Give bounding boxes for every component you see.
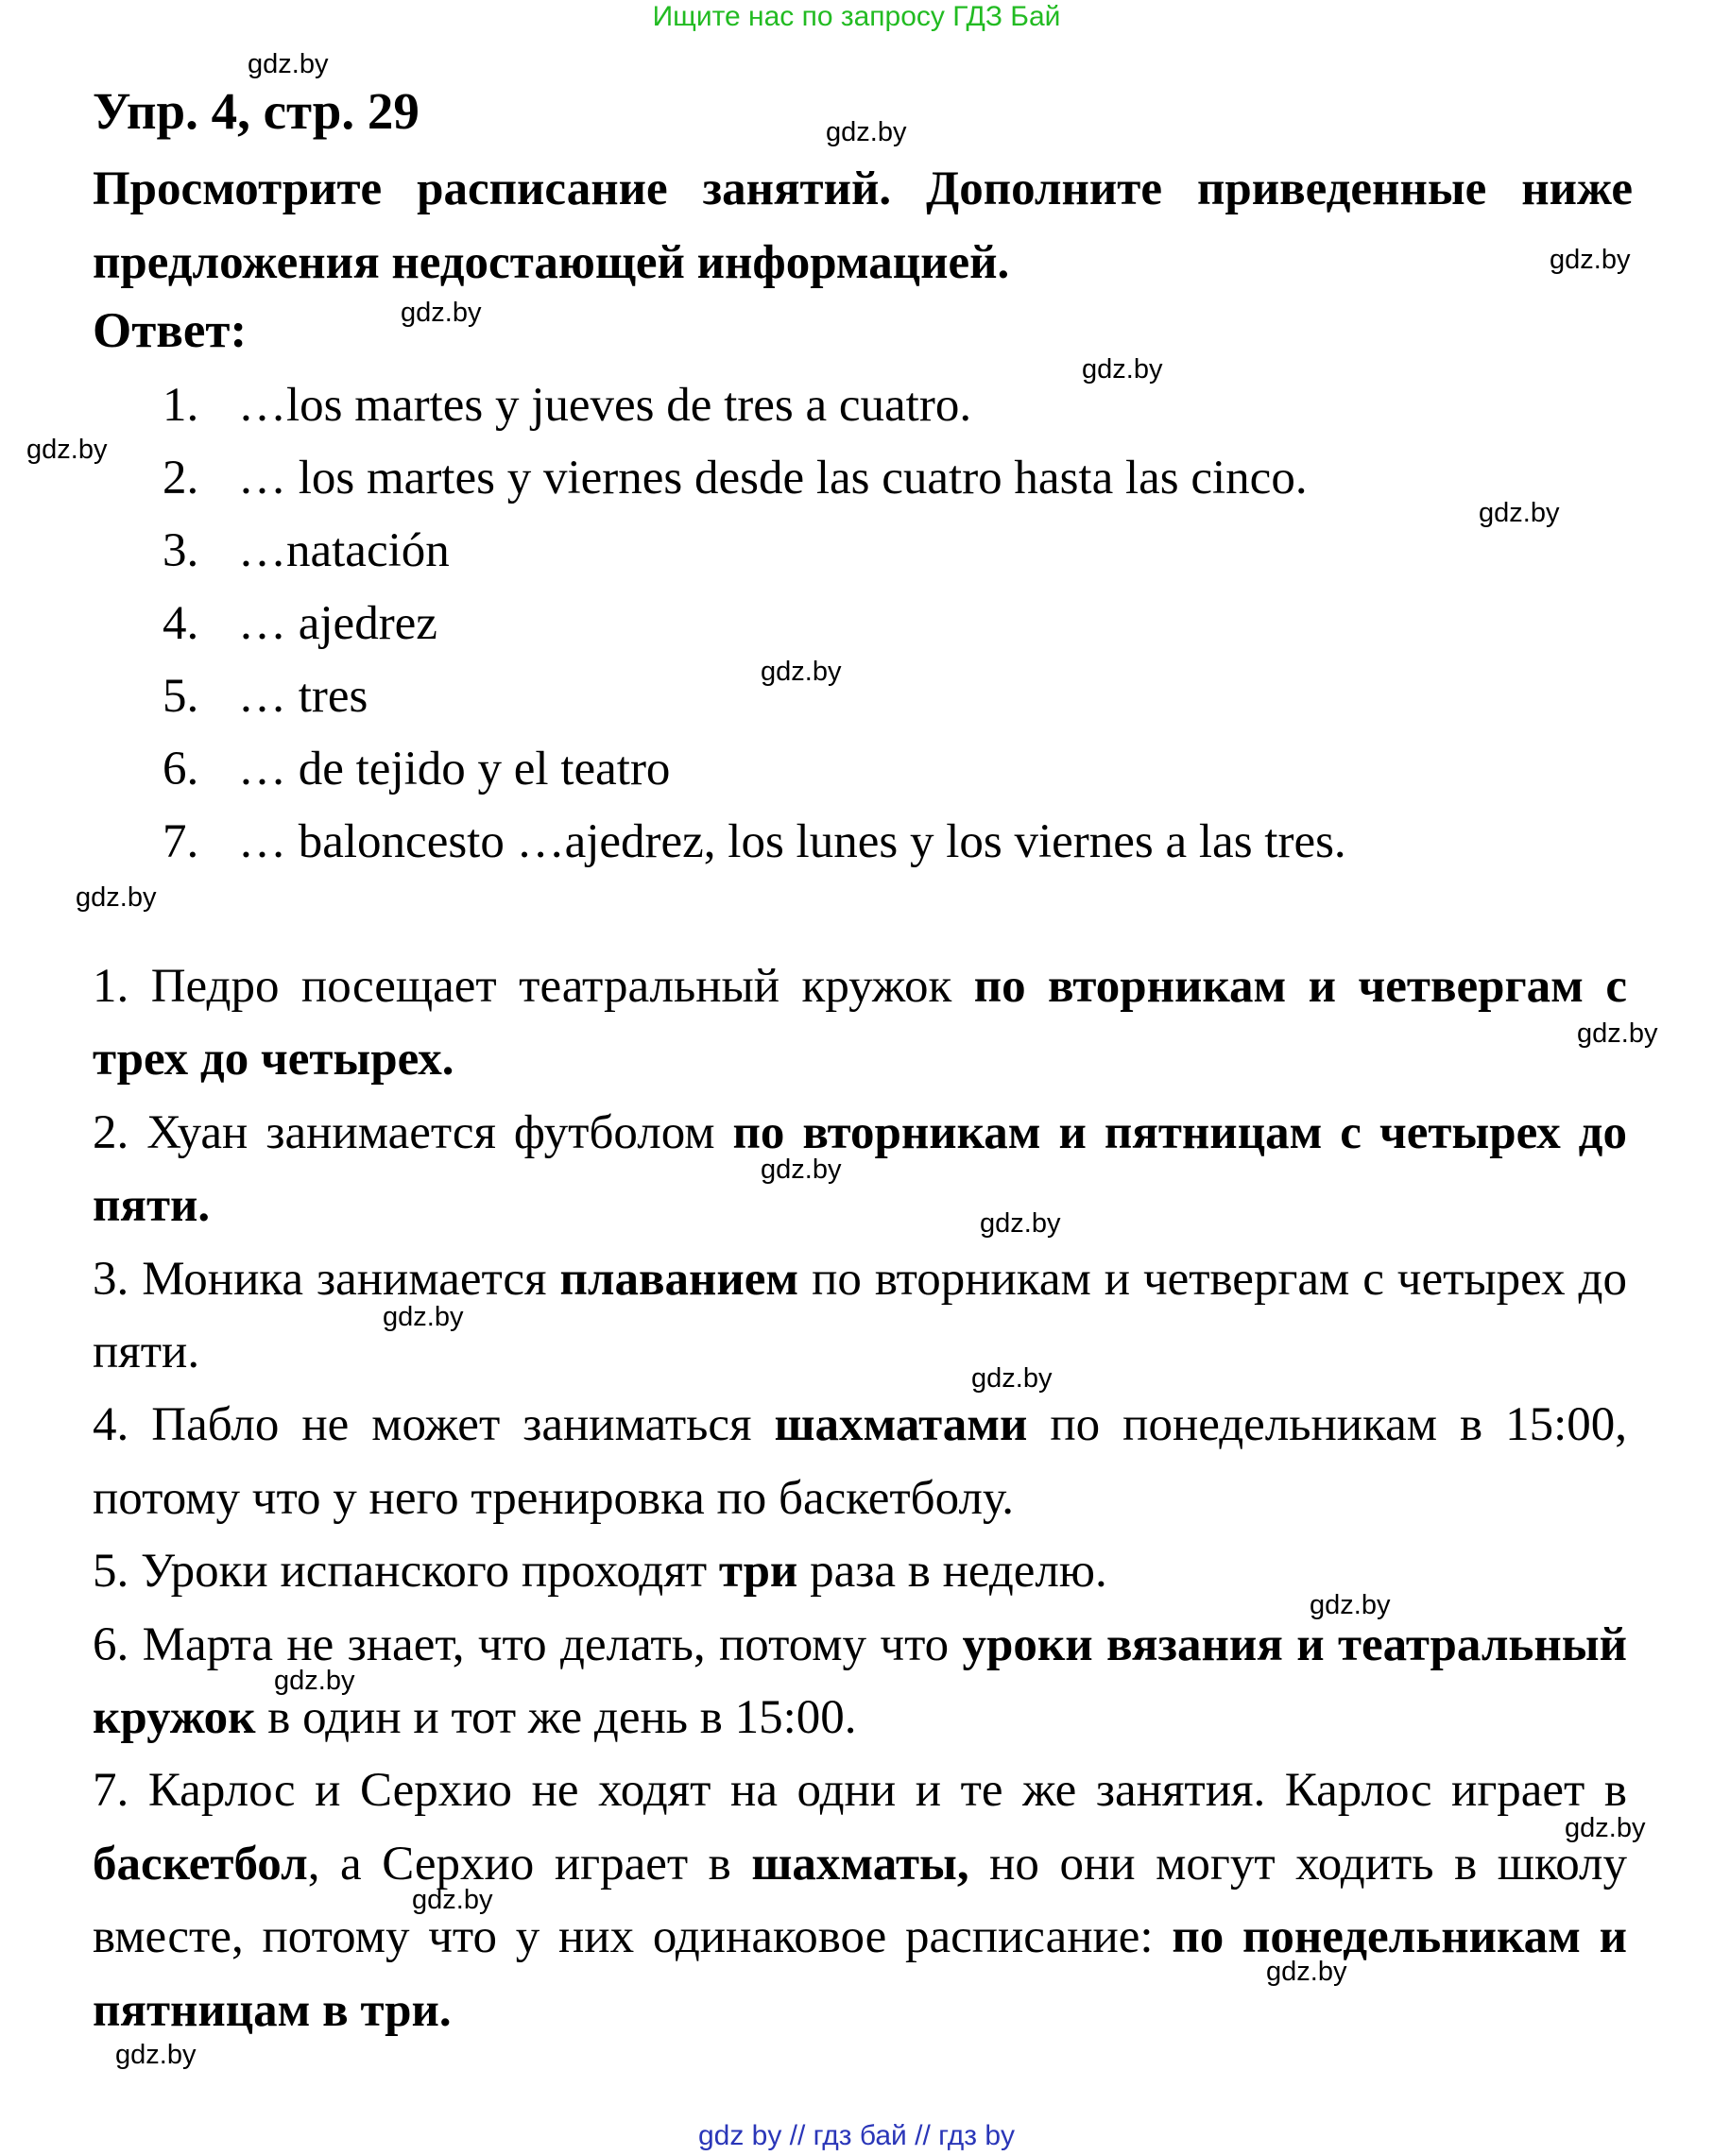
answer-highlight: баскетбол bbox=[93, 1837, 308, 1891]
list-item bbox=[163, 442, 1346, 515]
watermark: gdz.by bbox=[1479, 498, 1560, 528]
list-item bbox=[163, 733, 1346, 806]
item-text: … los martes y viernes desde las cuatro hasta las cinco. bbox=[238, 452, 1308, 505]
answer-label: Ответ: bbox=[93, 303, 248, 358]
answer-text: 7. Карлос и Серхио не ходят на одни и те же занятия. Карлос играет в bbox=[93, 1764, 1627, 1818]
item-number: 1. bbox=[163, 379, 199, 432]
answer-highlight: три bbox=[718, 1545, 798, 1599]
answer-paragraph bbox=[93, 1535, 1627, 1608]
watermark: gdz.by bbox=[1577, 1018, 1658, 1049]
answer-highlight: плаванием bbox=[559, 1252, 799, 1306]
answer-text: 5. Уроки испанского проходят bbox=[93, 1545, 719, 1599]
item-text: … tres bbox=[238, 670, 368, 723]
list-item bbox=[163, 588, 1346, 660]
answer-paragraph bbox=[93, 1243, 1627, 1390]
answer-highlight: шахматами bbox=[774, 1398, 1028, 1452]
answer-text: в один и тот же день в 15:00. bbox=[255, 1691, 857, 1745]
watermark: gdz.by bbox=[980, 1208, 1061, 1239]
list-item bbox=[163, 369, 1346, 442]
answer-paragraph bbox=[93, 1097, 1627, 1243]
watermark: gdz.by bbox=[971, 1363, 1053, 1394]
answer-paragraph bbox=[93, 1754, 1627, 2047]
answer-text: 4. Пабло не может заниматься bbox=[93, 1398, 775, 1452]
list-item bbox=[163, 660, 1346, 733]
item-text: … baloncesto …ajedrez, los lunes y los viernes a las tres. bbox=[238, 815, 1346, 868]
watermark: gdz.by bbox=[383, 1302, 464, 1332]
answer-text: 1. Педро посещает театральный кружок bbox=[93, 960, 974, 1013]
watermark: gdz.by bbox=[274, 1666, 355, 1696]
item-number: 6. bbox=[163, 743, 199, 796]
watermark: gdz.by bbox=[1565, 1813, 1646, 1843]
item-number: 5. bbox=[163, 670, 199, 723]
watermark: gdz.by bbox=[826, 117, 907, 147]
answer-text: 3. Моника занимается bbox=[93, 1252, 560, 1306]
watermark: gdz.by bbox=[761, 1155, 842, 1185]
watermark: gdz.by bbox=[248, 49, 329, 79]
answer-text: 6. Марта не знает, что делать, потому что bbox=[93, 1617, 963, 1671]
watermark: gdz.by bbox=[401, 298, 482, 328]
watermark: gdz.by bbox=[1082, 354, 1163, 385]
list-item bbox=[163, 515, 1346, 588]
watermark: gdz.by bbox=[26, 435, 108, 465]
item-number: 4. bbox=[163, 597, 199, 650]
item-text: …los martes y jueves de tres a cuatro. bbox=[238, 379, 972, 432]
answer-text: по вторникам и четвергам с четырех до пяти. bbox=[93, 1252, 1627, 1379]
answer-text: но они могут ходить в школу вместе, потому что у них одинаковое расписание: bbox=[93, 1837, 1627, 1964]
answer-highlight: по вторникам и пятницам с четырех до пяти. bbox=[93, 1105, 1627, 1233]
item-number: 2. bbox=[163, 452, 199, 505]
item-text: … ajedrez bbox=[238, 597, 437, 650]
watermark: gdz.by bbox=[115, 2040, 197, 2070]
watermark: gdz.by bbox=[761, 657, 842, 687]
answer-text: по понедельникам в 15:00, потому что у него тренировка по баскетболу. bbox=[93, 1398, 1627, 1525]
list-item bbox=[163, 806, 1346, 879]
item-text: …natación bbox=[238, 524, 450, 577]
watermark: gdz.by bbox=[1310, 1590, 1391, 1620]
task-text: Просмотрите расписание занятий. Дополните приведенные ниже предложения недостающей информацией. bbox=[93, 163, 1633, 289]
item-number: 3. bbox=[163, 524, 199, 577]
answer-highlight: уроки вязания и театральный кружок bbox=[93, 1617, 1627, 1745]
answer-paragraph bbox=[93, 1389, 1627, 1535]
answer-highlight: по понедельникам и пятницам в три. bbox=[93, 1910, 1627, 2037]
watermark: gdz.by bbox=[76, 882, 157, 913]
russian-answers bbox=[93, 950, 1627, 2047]
answer-text: 2. Хуан занимается футболом bbox=[93, 1105, 733, 1159]
exercise-heading: Упр. 4, стр. 29 bbox=[93, 82, 420, 140]
watermark: gdz.by bbox=[1266, 1957, 1347, 1987]
top-banner: Ищите нас по запросу ГДЗ Бай bbox=[652, 1, 1061, 32]
spanish-answer-list bbox=[163, 369, 1346, 879]
item-number: 7. bbox=[163, 815, 199, 868]
item-text: … de tejido y el teatro bbox=[238, 743, 671, 796]
answer-text: раза в неделю. bbox=[797, 1545, 1107, 1599]
watermark: gdz.by bbox=[412, 1885, 493, 1915]
answer-text: , а Серхио играет в bbox=[307, 1837, 752, 1891]
watermark: gdz.by bbox=[1550, 245, 1631, 275]
answer-highlight: по вторникам и четвергам с трех до четырех. bbox=[93, 960, 1627, 1087]
answer-highlight: шахматы, bbox=[751, 1837, 969, 1891]
footer: gdz by // гдз бай // гдз by bbox=[697, 2120, 1016, 2151]
answer-paragraph bbox=[93, 950, 1627, 1097]
